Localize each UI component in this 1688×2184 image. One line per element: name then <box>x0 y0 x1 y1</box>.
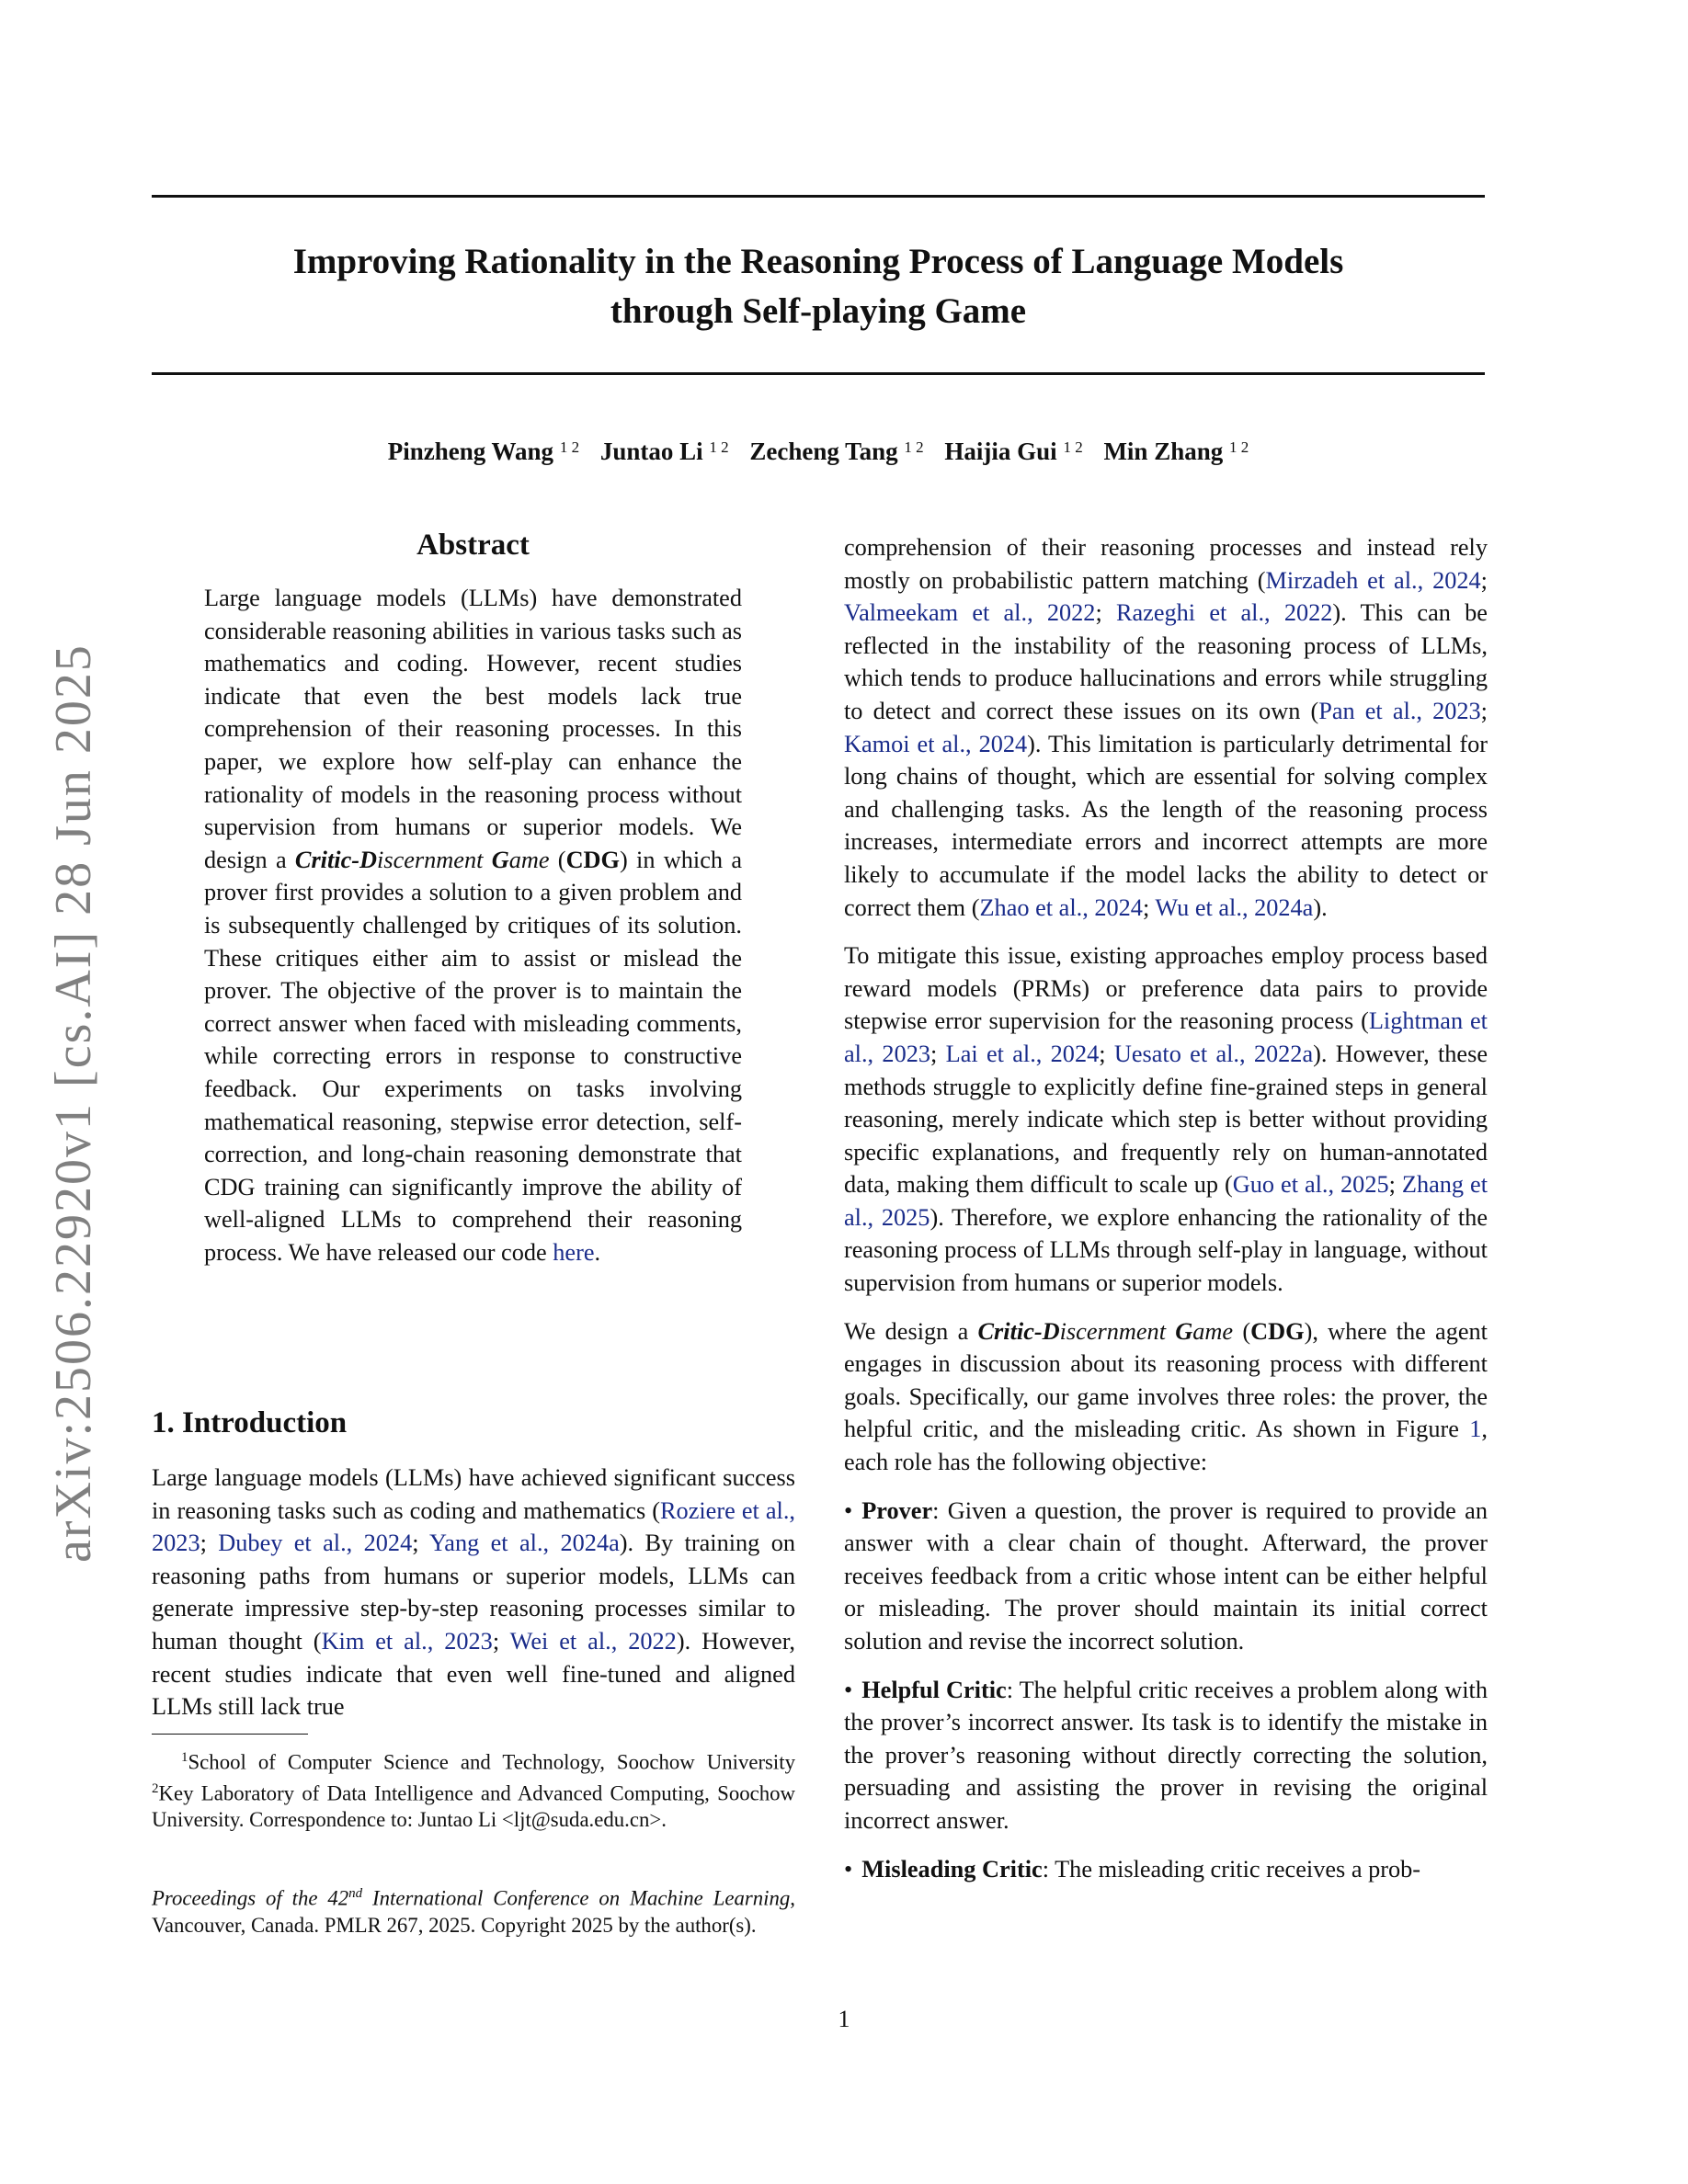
list-item: • Misleading Critic: The misleading critic receives a prob- <box>844 1855 1421 1883</box>
citation-link[interactable]: Roziere et al., 2023 <box>152 1496 795 1557</box>
citation-link[interactable]: Valmeekam et al., 2022 <box>844 599 1096 627</box>
paper-title <box>152 237 1485 336</box>
affiliation-footnote: $^1$School of Computer Science and Technology, Soochow University $^2$Key Laboratory of Data Intelligence and Advanced Computing, Soochow University. Correspondence to: Juntao Li <ljt@suda.edu.cn>. <box>152 1750 795 1832</box>
author: Juntao Li $^{1 2}$ <box>599 438 729 465</box>
proceedings-note: Proceedings of the 42nd International Conference on Machine Learning, Vancouver, Canada. PMLR 267, 2025. Copyright 2025 by the author(s). <box>152 1886 795 1937</box>
citation-link[interactable]: Guo et al., 2025 <box>1232 1171 1389 1199</box>
footnote-rule <box>152 1734 308 1735</box>
abstract-body: Large language models (LLMs) have demonstrated considerable reasoning abilities in various tasks such as mathematics and coding. However, recent studies indicate that even the best models lack true comprehension of their reasoning processes. In this paper, we explore how self-play can enhance the rationality of models in the reasoning process without supervision from humans or superior models. We design a Critic-Discernment Game (CDG) in which a prover first provides a solution to a given problem and is subsequently challenged by critiques of its solution. These critiques either aim to assist or mislead the prover. The objective of the prover is to maintain the correct answer when faced with misleading comments, while correcting errors in response to constructive feedback. Our experiments on tasks involving mathematical reasoning, stepwise error detection, self-correction, and long-chain reasoning demonstrate that CDG training can significantly improve the ability of well-aligned LLMs to comprehend their reasoning process. We have released our code here. <box>204 585 742 1266</box>
list-item: • Helpful Critic: The helpful critic receives a problem along with the prover’s incorrect answer. Its task is to identify the mistake in the prover’s reasoning without directly correcting the solution, persuading and assisting the prover in revising the original incorrect answer. <box>844 1676 1488 1834</box>
author-list <box>152 435 1485 468</box>
citation-link[interactable]: Lai et al., 2024 <box>945 1040 1100 1067</box>
right-paragraph-3: We design a Critic-Discernment Game (CDG), where the agent engages in discussion about its reasoning process with different goals. Specifically, our game involves three roles: the prover, the helpful critic, and the misleading critic. As shown in Figure 1, each role has the following objective: <box>844 1317 1488 1476</box>
title-bottom-rule <box>152 372 1485 375</box>
right-column <box>844 531 1488 1901</box>
citation-link[interactable]: Uesato et al., 2022a <box>1113 1040 1314 1067</box>
figure-reference-link[interactable]: 1 <box>1469 1416 1482 1443</box>
right-paragraph-1: comprehension of their reasoning processes and instead rely mostly on probabilistic pattern matching (Mirzadeh et al., 2024; Valmeekam et al., 2022; Razeghi et al., 2022). This can be reflected in the instability of the reasoning process of LLMs, which tends to produce hallucinations and errors while struggling to detect and correct these issues on its own (Pan et al., 2023; Kamoi et al., 2024). This limitation is particularly detrimental for long chains of thought, which are essential for solving complex and challenging tasks. As the length of the reasoning process increases, intermediate errors and incorrect attempts are more likely to accumulate if the model lacks the ability to detect or correct them (Zhao et al., 2024; Wu et al., 2024a). <box>844 534 1488 921</box>
citation-link[interactable]: Razeghi et al., 2022 <box>1115 599 1333 627</box>
citation-link[interactable]: Pan et al., 2023 <box>1318 697 1481 724</box>
role-list <box>844 1495 1488 1886</box>
bullet-icon: • <box>844 1855 853 1883</box>
bullet-icon: • <box>844 1496 853 1524</box>
citation-link[interactable]: Wei et al., 2022 <box>509 1627 677 1655</box>
citation-link[interactable]: Zhao et al., 2024 <box>979 893 1143 921</box>
right-paragraph-2: To mitigate this issue, existing approaches employ process based reward models (PRMs) or preference data pairs to provide stepwise error supervision for the reasoning process (Lightman et al., 2023; Lai et al., 2024; Uesato et al., 2022a). However, these methods struggle to explicitly define fine-grained steps in general reasoning, merely indicate which step is better without providing specific explanations, and frequently rely on human-annotated data, making them difficult to scale up (Guo et al., 2025; Zhang et al., 2025). Therefore, we explore enhancing the rationality of the reasoning process of LLMs through self-play in language, without supervision from humans or superior models. <box>844 942 1488 1297</box>
citation-link[interactable]: Kim et al., 2023 <box>321 1627 493 1655</box>
author: Min Zhang $^{1 2}$ <box>1103 438 1249 465</box>
code-link[interactable]: here <box>553 1238 595 1266</box>
author: Haijia Gui $^{1 2}$ <box>944 438 1083 465</box>
author: Zecheng Tang $^{1 2}$ <box>749 438 924 465</box>
citation-link[interactable]: Lightman et al., 2023 <box>844 1007 1488 1067</box>
intro-paragraph: Large language models (LLMs) have achieved significant success in reasoning tasks such as coding and mathematics (Roziere et al., 2023; Dubey et al., 2024; Yang et al., 2024a). By training on reasoning paths from humans or superior models, LLMs can generate impressive step-by-step reasoning processes similar to human thought (Kim et al., 2023; Wei et al., 2022). However, recent studies indicate that even well fine-tuned and aligned LLMs still lack true <box>152 1464 796 1721</box>
list-item: • Prover: Given a question, the prover is required to provide an answer with a clear chain of thought. Afterward, the prover receives feedback from a critic whose intent can be either helpful or misleading. The prover should maintain its initial correct solution and revise the incorrect solution. <box>844 1496 1488 1655</box>
citation-link[interactable]: Zhang et al., 2025 <box>844 1171 1488 1231</box>
section-heading-introduction: 1. Introduction <box>152 1406 348 1439</box>
citation-link[interactable]: Mirzadeh et al., 2024 <box>1265 566 1481 594</box>
citation-link[interactable]: Yang et al., 2024a <box>428 1530 620 1557</box>
abstract-heading: Abstract <box>416 529 530 562</box>
citation-link[interactable]: Dubey et al., 2024 <box>218 1530 413 1557</box>
page-number: 1 <box>838 2006 850 2032</box>
title-top-rule <box>152 195 1485 198</box>
title-line-1: Improving Rationality in the Reasoning Process of Language Models <box>292 242 1344 281</box>
bullet-icon: • <box>844 1676 853 1703</box>
author: Pinzheng Wang $^{1 2}$ <box>387 438 580 465</box>
arxiv-identifier: arXiv:2506.22920v1 [cs.AI] 28 Jun 2025 <box>45 643 102 1563</box>
citation-link[interactable]: Kamoi et al., 2024 <box>844 730 1028 757</box>
title-line-2: through Self-playing Game <box>610 291 1027 331</box>
citation-link[interactable]: Wu et al., 2024a <box>1155 893 1314 921</box>
